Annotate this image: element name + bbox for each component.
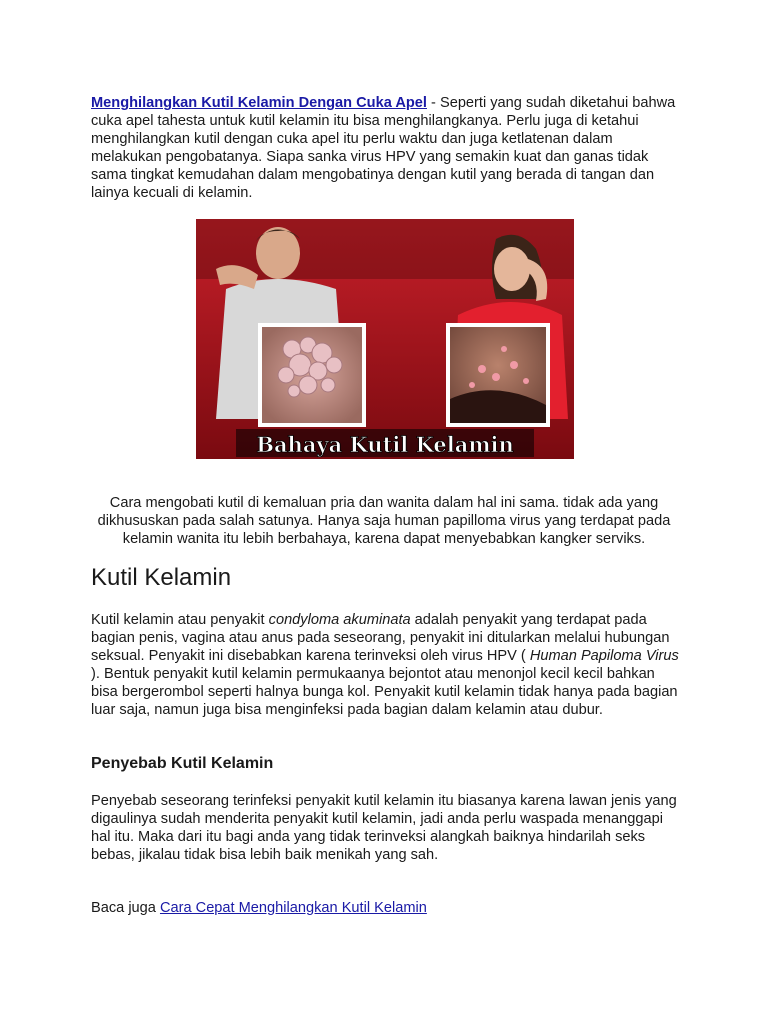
intro-text: Seperti yang sudah diketahui bahwa cuka apel tahesta untuk kutil kelamin itu bisa menghilangkanya. Perlu juga di ketahui menghilangkan kutil dengan cuka apel itu perlu waktu dan juga ketlatenan dalam melakukan pengobatanya. Siapa sanka virus HPV yang semakin kuat dan ganas tidak sama tingkat kemudahan dalam mengobatinya dengan kutil yang berada di tangan dan lainya kecuali di kelamin. (91, 95, 676, 201)
section1-italic-term: condyloma akuminata (268, 612, 411, 628)
read-also-line (91, 899, 681, 917)
read-also-link[interactable]: Cara Cepat Menghilangkan Kutil Kelamin (159, 900, 427, 916)
section-heading-kutil-kelamin: Kutil Kelamin (91, 564, 232, 591)
image-caption: Cara mengobati kutil di kemaluan pria dan wanita dalam hal ini sama. tidak ada yang dikhususkan pada salah satunya. Hanya saja human papilloma virus yang terdapat pada kelamin wanita itu lebih berbahaya, karena dapat menyebabkan kangker serviks. (97, 495, 671, 547)
banner-text: Bahaya Kutil Kelamin (256, 432, 514, 457)
section1-paragraph (91, 611, 681, 719)
intro-paragraph (91, 94, 681, 202)
section2-paragraph: Penyebab seseorang terinfeksi penyakit kutil kelamin itu biasanya karena lawan jenis yang digaulinya sudah menderita penyakit kutil kelamin, jadi anda perlu waspada menanggapi hal itu. Maka dari itu bagi anda yang tidak terinveksi alangkah baiknya hindarilah seks bebas, jikalau tidak bisa lebih baik menikah yang sah. (91, 793, 677, 863)
intro-title-link[interactable]: Menghilangkan Kutil Kelamin Dengan Cuka Apel (91, 95, 427, 111)
section-heading-penyebab: Penyebab Kutil Kelamin (91, 755, 274, 772)
section1-text-start: Kutil kelamin atau penyakit (91, 612, 269, 628)
section1-italic-virus: Human Papiloma Virus (529, 648, 679, 664)
illustration-image (196, 219, 574, 459)
wart-photo-left (258, 323, 366, 427)
section1-text-end: ). Bentuk penyakit kutil kelamin permukaanya bejontot atau menonjol kecil kecil bahkan bisa bergerombol seperti halnya bunga kol. Penyakit kutil kelamin tidak hanya pada bagian luar saja, namun juga bisa menginfeksi pada bagian dalam kelamin atau dubur. (91, 666, 678, 718)
wart-photo-right (446, 323, 550, 427)
illustration-graphic (196, 219, 574, 459)
section1-text-mid: adalah penyakit yang terdapat pada bagian penis, vagina atau anus pada seseorang, penyakit ini ditularkan melalui hubungan seksual. Penyakit ini disebabkan karena terinveksi oleh virus HPV ( (91, 612, 670, 664)
read-also-prefix: Baca juga (91, 900, 160, 916)
intro-separator: - (426, 95, 440, 111)
